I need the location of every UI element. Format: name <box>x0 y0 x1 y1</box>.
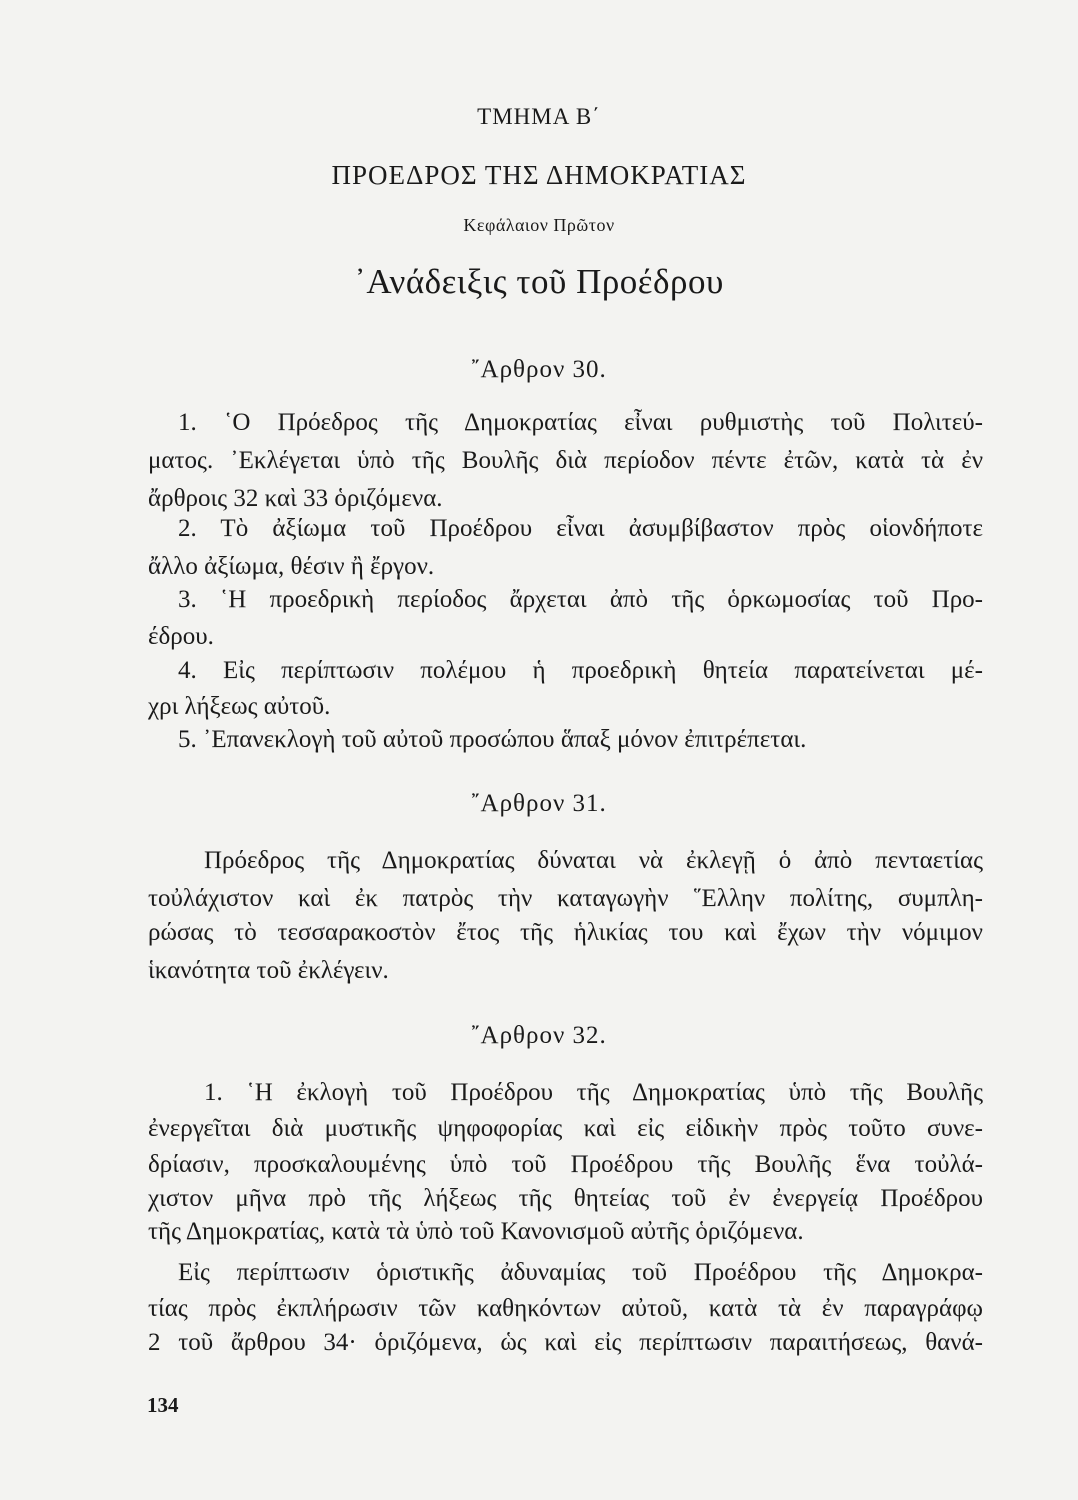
chapter-title: ᾿Ανάδειξις τοῦ Προέδρου <box>354 262 724 301</box>
article-30-line: 5. ᾿Επανεκλογὴ τοῦ αὐτοῦ προσώπου ἅπαξ μόνον ἐπιτρέπεται. <box>178 726 807 753</box>
article-31-line: Πρόεδρος τῆς Δημοκρατίας δύναται νὰ ἐκλεγῇ ὁ ἀπὸ πενταετίας <box>204 847 983 874</box>
article-30-line: 3. ῾Η προεδρικὴ περίοδος ἄρχεται ἀπὸ τῆς ὁρκωμοσίας τοῦ Προ- <box>178 586 983 613</box>
article-31-line: ρώσας τὸ τεσσαρακοστὸν ἔτος τῆς ἡλικίας του καὶ ἔχων τὴν νόμιμον <box>148 919 983 946</box>
article-30-line: έδρου. <box>148 623 214 650</box>
part-title: ΠΡΟΕΔΡΟΣ ΤΗΣ ΔΗΜΟΚΡΑΤΙΑΣ <box>331 160 747 190</box>
article-30-line: χρι λήξεως αὐτοῦ. <box>148 693 331 720</box>
article-32-line: ἐνεργεῖται διὰ μυστικῆς ψηφοφορίας καὶ εἰς εἰδικὴν πρὸς τοῦτο συνε- <box>148 1115 983 1142</box>
article-30-heading: ῎Αρθρον 30. <box>471 356 607 383</box>
article-30-line: 4. Εἰς περίπτωσιν πολέμου ἡ προεδρικὴ θητεία παρατείνεται μέ- <box>178 657 983 684</box>
article-32-line: 2 τοῦ ἄρθρου 34· ὁριζόμενα, ὡς καὶ εἰς περίπτωσιν παραιτήσεως, θανά- <box>148 1329 983 1356</box>
section-label: ΤΜΗΜΑ Β΄ <box>477 104 601 129</box>
article-30-line: 2. Τὸ ἀξίωμα τοῦ Προέδρου εἶναι ἀσυμβίβαστον πρὸς οἱονδήποτε <box>178 515 983 542</box>
article-31-heading: ῎Αρθρον 31. <box>471 790 607 817</box>
article-32-line: 1. ῾Η ἐκλογὴ τοῦ Προέδρου τῆς Δημοκρατίας ὑπὸ τῆς Βουλῆς <box>204 1079 983 1106</box>
article-32-line: Εἰς περίπτωσιν ὁριστικῆς ἀδυναμίας τοῦ Προέδρου τῆς Δημοκρα- <box>178 1259 983 1286</box>
article-30-line: ἄλλο ἀξίωμα, θέσιν ἢ ἔργον. <box>148 553 435 580</box>
article-31-line: τοὐλάχιστον καὶ ἐκ πατρὸς τὴν καταγωγὴν ῞Ελλην πολίτης, συμπλη- <box>148 885 983 912</box>
article-30-line: 1. ῾Ο Πρόεδρος τῆς Δημοκρατίας εἶναι ρυθμιστὴς τοῦ Πολιτεύ- <box>178 409 983 436</box>
article-32-line: δρίασιν, προσκαλουμένης ὑπὸ τοῦ Προέδρου τῆς Βουλῆς ἕνα τοὐλά- <box>148 1151 983 1178</box>
article-32-line: τίας πρὸς ἐκπλήρωσιν τῶν καθηκόντων αὐτοῦ, κατὰ τὰ ἐν παραγράφῳ <box>148 1295 983 1322</box>
article-30-line: ἄρθροις 32 καὶ 33 ὁριζόμενα. <box>148 485 443 512</box>
chapter-label: Κεφάλαιον Πρῶτον <box>463 215 615 235</box>
article-30-line: ματος. ᾿Εκλέγεται ὑπὸ τῆς Βουλῆς διὰ περίοδον πέντε ἐτῶν, κατὰ τὰ ἐν <box>148 447 983 474</box>
page-number: 134 <box>147 1393 179 1417</box>
article-32-line: τῆς Δημοκρατίας, κατὰ τὰ ὑπὸ τοῦ Κανονισμοῦ αὐτῆς ὁριζόμενα. <box>148 1218 804 1245</box>
article-32-line: χιστον μῆνα πρὸ τῆς λήξεως τῆς θητείας τοῦ ἐν ἐνεργείᾳ Προέδρου <box>148 1185 983 1212</box>
article-32-heading: ῎Αρθρον 32. <box>471 1022 607 1049</box>
article-31-line: ἱκανότητα τοῦ ἐκλέγειν. <box>148 957 389 984</box>
